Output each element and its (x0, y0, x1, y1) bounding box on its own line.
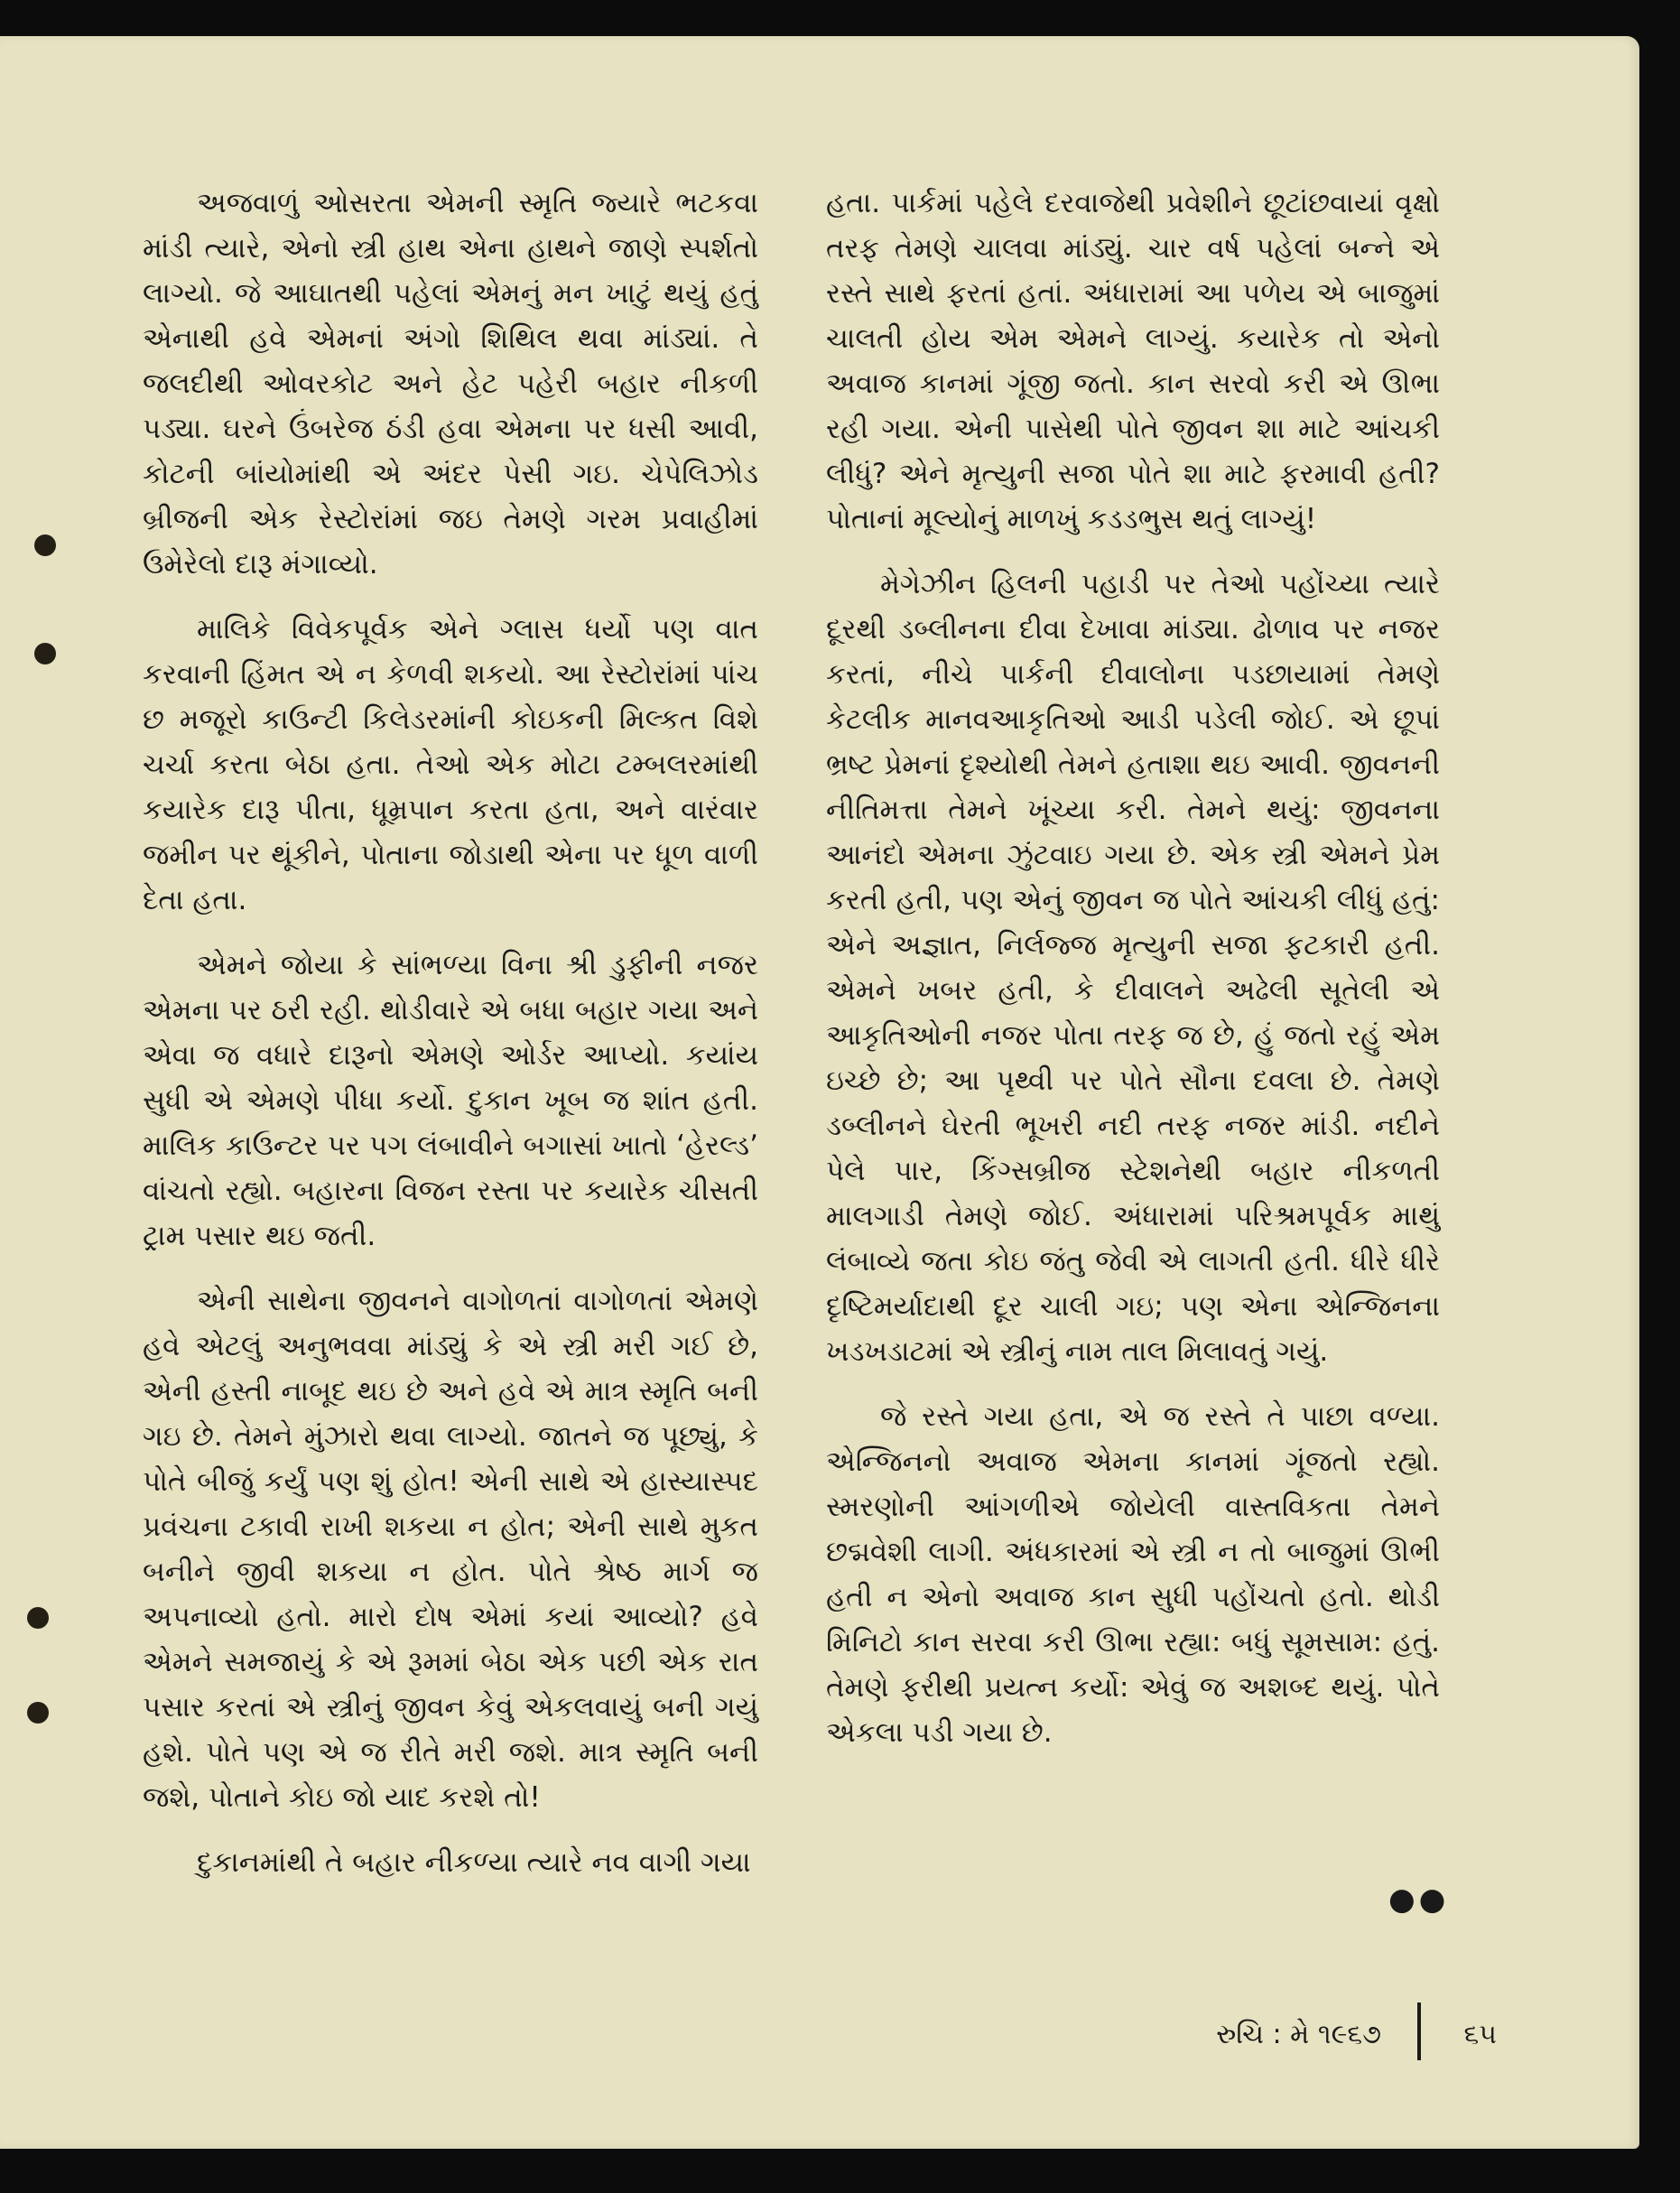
paragraph: હતા. પાર્કમાં પહેલે દરવાજેથી પ્રવેશીને છૂટાંછવાયાં વૃક્ષો તરફ તેમણે ચાલવા માંડ્યું. ચાર વર્ષ પહેલાં બન્ને એ રસ્તે સાથે ફરતાં હતાં. અંધારામાં આ પળેય એ બાજુમાં ચાલતી હોય એમ એમને લાગ્યું. કયારેક તો એનો અવાજ કાનમાં ગૂંજી જતો. કાન સરવો કરી એ ઊભા રહી ગયા. એની પાસેથી પોતે જીવન શા માટે આંચકી લીધું? એને મૃત્યુની સજા પોતે શા માટે ફરમાવી હતી? પોતાનાં મૂલ્યોનું માળખું કડડભુસ થતું લાગ્યું! (826, 187, 1440, 535)
paragraph: અજવાળું ઓસરતા એમની સ્મૃતિ જ્યારે ભટકવા માંડી ત્યારે, એનો સ્ત્રી હાથ એના હાથને જાણે સ્પર્શતો લાગ્યો. જે આઘાતથી પહેલાં એમનું મન ખાટું થયું હતું એનાથી હવે એમનાં અંગો શિથિલ થવા માંડ્યાં. તે જલદીથી ઓવરકોટ અને હેટ પહેરી બહાર નીકળી પડ્યા. ઘરને ઉંબરેજ ઠંડી હવા એમના પર ધસી આવી, કોટની બાંયોમાંથી એ અંદર પેસી ગઇ. ચેપેલિઝોડ બ્રીજની એક રેસ્ટોરાંમાં જઇ તેમણે ગરમ પ્રવાહીમાં ઉમેરેલો દારૂ મંગાવ્યો. (143, 187, 758, 581)
right-column (826, 181, 1440, 1775)
paragraph: એની સાથેના જીવનને વાગોળતાં વાગોળતાં એમણે હવે એટલું અનુભવવા માંડ્યું કે એ સ્ત્રી મરી ગઈ છે, એની હસ્તી નાબૂદ થઇ છે અને હવે એ માત્ર સ્મૃતિ બની ગઇ છે. તેમને મુંઝારો થવા લાગ્યો. જાતને જ પૂછ્યું, કે પોતે બીજું કર્યું પણ શું હોત! એની સાથે એ હાસ્યાસ્પદ પ્રવંચના ટકાવી રાખી શકયા ન હોત; એની સાથે મુકત બનીને જીવી શકયા ન હોત. પોતે શ્રેષ્ઠ માર્ગ જ અપનાવ્યો હતો. મારો દોષ એમાં કયાં આવ્યો? હવે એમને સમજાયું કે એ રૂમમાં બેઠા એક પછી એક રાત પસાર કરતાં એ સ્ત્રીનું જીવન કેવું એકલવાયું બની ગયું હશે. પોતે પણ એ જ રીતે મરી જશે. માત્ર સ્મૃતિ બની જશે, પોતાને કોઇ જો યાદ કરશે તો! (143, 1285, 758, 1814)
binding-hole-2 (34, 643, 56, 664)
footer-divider (1417, 2003, 1421, 2060)
binding-hole-3 (27, 1607, 49, 1629)
paragraph: માલિકે વિવેકપૂર્વક એને ગ્લાસ ધર્યો પણ વાત કરવાની હિંમત એ ન કેળવી શકયો. આ રેસ્ટોરાંમાં પાંચ છ મજૂરો કાઉન્ટી કિલેડરમાંની કોઇકની મિલ્કત વિશે ચર્ચા કરતા બેઠા હતા. તેઓ એક મોટા ટમ્બલરમાંથી કયારેક દારૂ પીતા, ધૂમ્રપાન કરતા હતા, અને વારંવાર જમીન પર થૂંકીને, પોતાના જોડાથી એના પર ધૂળ વાળી દેતા હતા. (143, 613, 758, 916)
page-number: ૬૫ (1463, 2019, 1497, 2050)
left-column (143, 181, 758, 1905)
binding-hole-1 (34, 534, 56, 556)
magazine-issue: રુચિ : મે ૧૯૬૭ (1216, 2019, 1381, 2050)
paragraph: દુકાનમાંથી તે બહાર નીકળ્યા ત્યારે નવ વાગી ગયા (197, 1846, 751, 1879)
paragraph: મેગેઝીન હિલની પહાડી પર તેઓ પહોંચ્યા ત્યારે દૂરથી ડબ્લીનના દીવા દેખાવા માંડ્યા. ઢોળાવ પર નજર કરતાં, નીચે પાર્કની દીવાલોના પડછાયામાં તેમણે કેટલીક માનવઆકૃતિઓ આડી પડેલી જોઈ. એ છૂપાં ભ્રષ્ટ પ્રેમનાં દૃશ્યોથી તેમને હતાશા થઇ આવી. જીવનની નીતિમત્તા તેમને ખૂંચ્યા કરી. તેમને થયું: જીવનના આનંદો એમના ઝુંટવાઇ ગયા છે. એક સ્ત્રી એમને પ્રેમ કરતી હતી, પણ એનું જીવન જ પોતે આંચકી લીધું હતું: એને અજ્ઞાત, નિર્લજ્જ મૃત્યુની સજા ફટકારી હતી. એમને ખબર હતી, કે દીવાલને અઢેલી સૂતેલી એ આકૃતિઓની નજર પોતા તરફ જ છે, હું જતો રહું એમ ઇચ્છે છે; આ પૃથ્વી પર પોતે સૌના દવલા છે. તેમણે ડબ્લીનને ઘેરતી ભૂખરી નદી તરફ નજર માંડી. નદીને પેલે પાર, કિંગ્સબ્રીજ સ્ટેશનેથી બહાર નીકળતી માલગાડી તેમણે જોઈ. અંધારામાં પરિશ્રમપૂર્વક માથું લંબાવ્યે જતા કોઇ જંતુ જેવી એ લાગતી હતી. ધીરે ધીરે દૃષ્ટિમર્યાદાથી દૂર ચાલી ગઇ; પણ એના એન્જિનના ખડખડાટમાં એ સ્ત્રીનું નામ તાલ મિલાવતું ગયું. (826, 568, 1440, 1368)
paragraph: જે રસ્તે ગયા હતા, એ જ રસ્તે તે પાછા વળ્યા. એન્જિનનો અવાજ એમના કાનમાં ગૂંજતો રહ્યો. સ્મરણોની આંગળીએ જોયેલી વાસ્તવિકતા તેમને છદ્મવેશી લાગી. અંધકારમાં એ સ્ત્રી ન તો બાજુમાં ઊભી હતી ન એનો અવાજ કાન સુધી પહોંચતો હતો. થોડી મિનિટો કાન સરવા કરી ઊભા રહ્યા: બધું સૂમસામ: હતું. તેમણે ફરીથી પ્રયત્ન કર્યો: એવું જ અશબ્દ થયું. પોતે એકલા પડી ગયા છે. (826, 1400, 1440, 1749)
binding-hole-4 (27, 1702, 49, 1724)
page-footer (1020, 2013, 1508, 2064)
paragraph: એમને જોયા કે સાંભળ્યા વિના શ્રી ડુફીની નજર એમના પર ઠરી રહી. થોડીવારે એ બધા બહાર ગયા અને એવા જ વધારે દારૂનો એમણે ઓર્ડર આપ્યો. કયાંય સુધી એ એમણે પીધા કર્યો. દુકાન ખૂબ જ શાંત હતી. માલિક કાઉન્ટર પર પગ લંબાવીને બગાસાં ખાતો ‘હેરલ્ડ’ વાંચતો રહ્યો. બહારના વિજન રસ્તા પર કયારેક ચીસતી ટ્રામ પસાર થઇ જતી. (143, 949, 758, 1252)
article-end-mark: ●● (1388, 1882, 1450, 1918)
magazine-page (0, 36, 1639, 2149)
